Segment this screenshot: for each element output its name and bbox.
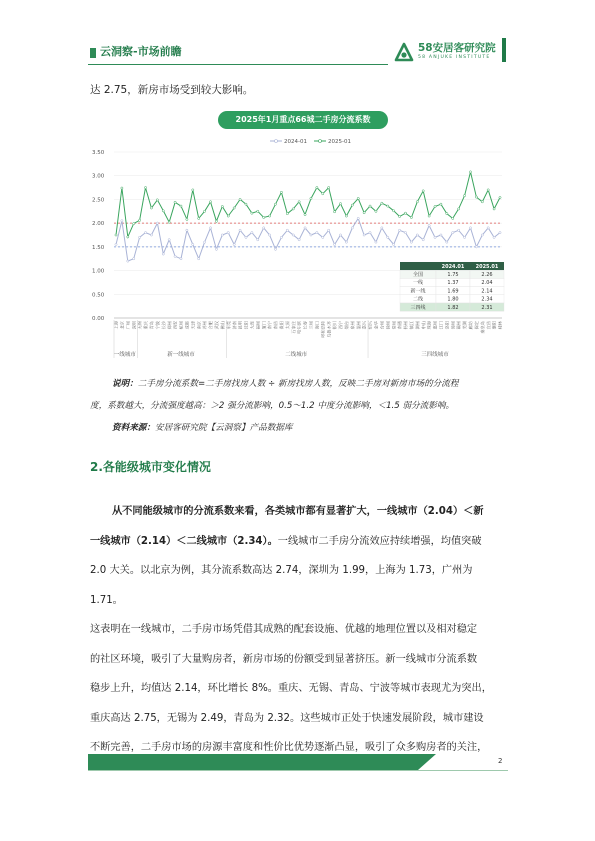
table-cell-text: 三四线	[410, 304, 426, 311]
logo-subtitle: 58 ANJUKE INSTITUTE	[418, 55, 491, 60]
x-tick-label: 哈尔滨	[296, 321, 302, 334]
data-point-2025-01	[475, 196, 477, 198]
x-tick-label: 南宁	[267, 321, 273, 330]
table-cell-text: 1.37	[447, 280, 459, 287]
table-cell-text: 全国	[412, 272, 424, 278]
x-tick-label: 沈阳	[243, 321, 249, 330]
x-tick-label: 金华	[373, 321, 379, 330]
data-point-2025-01	[369, 205, 371, 207]
data-point-2025-01	[363, 212, 365, 214]
data-point-2025-01	[487, 189, 489, 191]
group-label: 三四线城市	[421, 352, 449, 358]
data-point-2025-01	[422, 190, 424, 192]
table-cell-text: 2.31	[481, 304, 493, 311]
body-line-4: 这表明在一线城市，二手房市场凭借其成熟的配套设施、优越的地理位置以及相对稳定	[90, 624, 478, 635]
x-tick-label: 福州	[255, 321, 261, 330]
x-tick-label: 大连	[249, 321, 255, 330]
data-point-2024-01	[381, 227, 383, 229]
data-point-2024-01	[180, 258, 182, 260]
page-number: 2	[498, 757, 503, 765]
x-tick-label: 宜昌	[485, 321, 491, 330]
body-line-2: 一线城市（2.14）＜二线城市（2.34）。一线城市二手房分流效应持续增强，均值突破	[90, 535, 482, 547]
table-cell-text: 新一线	[410, 288, 426, 295]
data-point-2024-01	[363, 234, 365, 236]
x-tick-label: 长沙	[160, 321, 166, 330]
x-tick-label: 珠海	[426, 321, 432, 330]
data-point-2024-01	[144, 232, 146, 234]
data-point-2024-01	[227, 232, 229, 234]
note-label: 说明：	[112, 379, 138, 389]
data-point-2024-01	[174, 255, 176, 257]
table-cell-text: 1.80	[447, 296, 459, 303]
data-point-2025-01	[186, 218, 188, 220]
x-tick-label: 石家庄	[290, 321, 296, 334]
data-point-2024-01	[286, 229, 288, 231]
data-point-2025-01	[458, 208, 460, 210]
group-label: 新一线城市	[167, 352, 195, 358]
data-point-2024-01	[322, 236, 324, 238]
x-tick-label: 济南	[231, 321, 237, 330]
header-accent-bar	[90, 48, 96, 58]
x-tick-label: 西宁	[338, 321, 344, 330]
x-tick-label: 台州	[379, 321, 385, 330]
x-tick-label: 北京	[119, 321, 125, 330]
data-point-2024-01	[410, 241, 412, 243]
x-tick-label: 中山	[420, 321, 426, 330]
data-point-2025-01	[192, 189, 194, 191]
body-paragraph	[90, 497, 508, 763]
x-tick-label: 深圳	[131, 321, 137, 330]
data-point-2025-01	[452, 217, 454, 219]
chart-note	[90, 373, 508, 439]
data-point-2025-01	[393, 210, 395, 212]
y-tick-label: 3.50	[92, 150, 105, 156]
data-point-2025-01	[333, 211, 335, 213]
x-tick-label: 昆明	[237, 321, 243, 330]
x-tick-label: 呼和浩特	[320, 321, 326, 338]
data-point-2024-01	[233, 243, 235, 245]
x-tick-label: 郑州	[166, 321, 172, 330]
section-heading: 2.各能级城市变化情况	[90, 460, 211, 474]
y-tick-label: 0.00	[92, 316, 105, 322]
table-cell-text: 一线	[412, 280, 424, 287]
x-tick-label: 绍兴	[367, 321, 373, 330]
table-cell-text: 2.14	[481, 288, 493, 295]
series-line-2025-01	[116, 172, 500, 237]
data-point-2025-01	[139, 219, 141, 221]
data-point-2025-01	[339, 203, 341, 205]
data-point-2025-01	[381, 202, 383, 204]
legend-label-2025: 2025-01	[328, 139, 351, 145]
x-tick-label: 泉州	[349, 321, 355, 330]
x-tick-label: 无锡	[137, 321, 143, 330]
data-point-2025-01	[168, 221, 170, 223]
data-point-2025-01	[251, 212, 253, 214]
data-point-2024-01	[186, 229, 188, 231]
group-label: 一线城市	[113, 352, 136, 358]
data-point-2025-01	[209, 201, 211, 203]
source-label: 资料来源：	[112, 423, 155, 433]
data-point-2024-01	[369, 232, 371, 234]
x-tick-label: 乌鲁木齐	[326, 321, 332, 338]
data-point-2024-01	[156, 222, 158, 224]
x-tick-label: 重庆	[143, 321, 149, 330]
table-cell-text: 2.34	[481, 296, 493, 303]
group-label: 二线城市	[285, 352, 308, 358]
data-point-2024-01	[150, 234, 152, 236]
data-point-2024-01	[404, 232, 406, 234]
x-tick-label: 洛阳	[444, 321, 450, 330]
data-point-2025-01	[221, 205, 223, 207]
data-point-2025-01	[410, 216, 412, 218]
data-point-2025-01	[481, 201, 483, 203]
table-cell-text: 2.26	[481, 272, 493, 278]
logo-name: 58安居客研究院	[418, 42, 496, 54]
data-point-2024-01	[339, 234, 341, 236]
footer-line	[88, 770, 508, 771]
data-point-2024-01	[375, 241, 377, 243]
x-tick-label: 杭州	[178, 321, 184, 330]
data-point-2024-01	[257, 239, 259, 241]
x-tick-label: 温州	[355, 321, 361, 330]
data-point-2024-01	[198, 258, 200, 260]
data-point-2024-01	[458, 229, 460, 231]
data-point-2024-01	[133, 258, 135, 260]
y-tick-label: 0.50	[92, 292, 105, 299]
table-cell-text: 1.69	[447, 288, 459, 295]
data-point-2025-01	[463, 195, 465, 197]
data-point-2024-01	[345, 241, 347, 243]
x-tick-label: 桂林	[497, 321, 503, 330]
data-point-2024-01	[292, 234, 294, 236]
data-point-2025-01	[316, 186, 318, 188]
data-point-2025-01	[404, 212, 406, 214]
data-point-2024-01	[333, 243, 335, 245]
x-tick-label: 苏州	[202, 321, 208, 330]
data-point-2024-01	[168, 239, 170, 241]
data-point-2024-01	[463, 236, 465, 238]
data-point-2025-01	[469, 171, 471, 173]
body-line-7: 重庆高达 2.75，无锡为 2.49，青岛为 2.32。这些城市正处于快速发展阶段，城市建设	[90, 712, 484, 724]
data-point-2024-01	[139, 236, 141, 238]
data-point-2025-01	[387, 205, 389, 207]
data-point-2024-01	[493, 236, 495, 238]
y-tick-label: 1.00	[92, 268, 105, 275]
data-point-2024-01	[215, 248, 217, 250]
data-point-2025-01	[398, 215, 400, 217]
data-point-2025-01	[150, 207, 152, 209]
data-point-2024-01	[269, 234, 271, 236]
x-tick-label: 嘉兴	[361, 321, 367, 330]
table-cell-text: 2.04	[481, 280, 493, 287]
data-point-2024-01	[239, 229, 241, 231]
body-line-6: 稳步上升，均值达 2.14，环比增长 8%。重庆、无锡、青岛、宁波等城市表现尤为突出，	[90, 683, 492, 694]
data-point-2024-01	[398, 229, 400, 231]
x-tick-label: 惠州	[432, 321, 438, 330]
data-point-2024-01	[298, 239, 300, 241]
data-point-2025-01	[127, 236, 129, 238]
table-header-text: 2025.01	[475, 263, 499, 270]
x-tick-label: 赣州	[456, 321, 462, 330]
data-point-2025-01	[115, 234, 117, 236]
body-line-5: 的社区环境，吸引了大量购房者，新房市场的份额受到显著挤压。新一线城市分流系数	[90, 653, 478, 665]
data-point-2025-01	[280, 191, 282, 193]
data-point-2024-01	[162, 253, 164, 255]
data-point-2025-01	[245, 203, 247, 205]
data-point-2025-01	[227, 215, 229, 217]
chart-title: 2025年1月重点66城二手房分流系数	[218, 111, 388, 129]
note-text-2: 度，系数越大，分流强度越高：＞2 强分流影响，0.5～1.2 中度分流影响，＜1.5 弱分流影响。	[90, 401, 455, 411]
x-tick-label: 上海	[113, 321, 119, 330]
x-tick-label: 扬州	[403, 321, 409, 330]
data-point-2024-01	[422, 239, 424, 241]
table-cell-text: 二线	[412, 296, 424, 303]
x-tick-label: 银川	[332, 321, 338, 330]
data-point-2025-01	[239, 198, 241, 200]
data-point-2025-01	[440, 203, 442, 205]
data-point-2025-01	[144, 186, 146, 188]
data-point-2024-01	[310, 234, 312, 236]
legend-marker-2024	[275, 140, 278, 143]
header-vertical-bar	[502, 38, 506, 62]
table-cell-text: 1.75	[447, 272, 459, 278]
series-line-2024-01	[116, 218, 500, 261]
data-point-2025-01	[133, 223, 135, 225]
data-point-2025-01	[351, 204, 353, 206]
data-point-2024-01	[416, 234, 418, 236]
data-point-2025-01	[493, 208, 495, 210]
data-point-2025-01	[274, 203, 276, 205]
x-tick-label: 贵阳	[279, 321, 285, 330]
table-header-text: 2024.01	[441, 263, 465, 270]
data-point-2025-01	[162, 210, 164, 212]
data-point-2024-01	[440, 234, 442, 236]
x-tick-label: 厦门	[261, 321, 267, 330]
table-header-cell	[400, 262, 436, 270]
data-point-2024-01	[351, 227, 353, 229]
x-tick-label: 青岛	[149, 321, 155, 330]
x-tick-label: 烟台	[344, 321, 349, 330]
data-point-2024-01	[481, 234, 483, 236]
x-tick-label: 东莞	[225, 321, 231, 330]
x-tick-label: 西安	[172, 321, 178, 330]
data-point-2024-01	[121, 220, 123, 222]
data-point-2024-01	[209, 227, 211, 229]
data-point-2024-01	[263, 227, 265, 229]
data-point-2024-01	[393, 243, 395, 245]
data-point-2025-01	[357, 197, 359, 199]
footer-band	[88, 754, 418, 770]
data-point-2024-01	[316, 232, 318, 234]
legend-marker-2025	[319, 140, 322, 143]
data-point-2025-01	[434, 205, 436, 207]
data-point-2025-01	[156, 199, 158, 201]
source-text: 安居客研究院【云洞察】产品数据库	[154, 423, 293, 433]
data-point-2024-01	[304, 227, 306, 229]
data-point-2025-01	[345, 215, 347, 217]
data-point-2024-01	[475, 246, 477, 248]
data-point-2024-01	[204, 241, 206, 243]
x-tick-label: 佛山	[219, 321, 225, 330]
x-tick-label: 芜湖	[462, 321, 468, 330]
x-tick-label: 宁波	[154, 321, 160, 330]
data-point-2025-01	[180, 205, 182, 207]
data-point-2024-01	[328, 229, 330, 231]
chart	[90, 132, 510, 360]
data-point-2025-01	[233, 207, 235, 209]
y-tick-label: 1.50	[92, 244, 105, 251]
y-tick-label: 2.50	[92, 197, 105, 204]
x-tick-label: 湖州	[414, 321, 420, 330]
data-point-2024-01	[428, 224, 430, 226]
data-point-2024-01	[274, 248, 276, 250]
footer-band-tip	[418, 754, 436, 770]
body-line-3: 2.0 大关。以北京为例，其分流系数高达 2.74，深圳为 1.99，上海为 1.73，广州为 1.71。	[90, 565, 473, 606]
header-title: 云洞察-市场前瞻	[100, 45, 182, 58]
header-divider	[88, 64, 388, 65]
data-point-2025-01	[269, 215, 271, 217]
data-point-2025-01	[198, 217, 200, 219]
data-point-2024-01	[452, 232, 454, 234]
x-tick-label: 太原	[284, 321, 290, 330]
x-tick-label: 保定	[473, 321, 479, 330]
x-tick-label: 成都	[184, 321, 190, 330]
data-point-2025-01	[263, 216, 265, 218]
data-point-2024-01	[387, 236, 389, 238]
data-point-2025-01	[215, 220, 217, 222]
data-point-2025-01	[446, 213, 448, 215]
data-point-2024-01	[127, 260, 129, 262]
data-point-2024-01	[115, 243, 117, 245]
body-line-1: 从不同能级城市的分流系数来看，各类城市都有显著扩大，一线城市（2.04）＜新	[112, 506, 484, 517]
y-tick-label: 2.00	[92, 221, 105, 228]
data-point-2024-01	[499, 232, 501, 234]
x-tick-label: 南昌	[273, 321, 279, 330]
intro-paragraph: 达 2.75，新房市场受到较大影响。	[90, 84, 254, 96]
x-tick-label: 南通	[397, 321, 403, 330]
x-tick-label: 常州	[391, 321, 397, 330]
data-point-2025-01	[174, 201, 176, 203]
data-point-2025-01	[298, 201, 300, 203]
x-tick-label: 廊坊	[468, 321, 474, 330]
data-point-2025-01	[121, 187, 123, 189]
body-line-8: 不断完善，二手房市场的房源丰富度和性价比优势逐渐凸显，吸引了众多购房者的关注，	[90, 742, 488, 753]
data-point-2024-01	[280, 236, 282, 238]
data-point-2025-01	[416, 201, 418, 203]
data-point-2025-01	[292, 208, 294, 210]
x-tick-label: 秦皇岛	[479, 321, 485, 334]
data-point-2025-01	[304, 214, 306, 216]
data-point-2024-01	[192, 243, 194, 245]
data-point-2024-01	[469, 227, 471, 229]
data-point-2025-01	[375, 210, 377, 212]
x-tick-label: 南京	[196, 321, 202, 330]
data-point-2025-01	[322, 193, 324, 195]
data-point-2024-01	[357, 217, 359, 219]
x-tick-label: 武汉	[214, 321, 220, 330]
data-point-2025-01	[204, 210, 206, 212]
x-tick-label: 广州	[125, 321, 131, 330]
y-tick-label: 3.00	[92, 173, 105, 180]
data-point-2025-01	[499, 196, 501, 198]
data-point-2025-01	[310, 197, 312, 199]
data-point-2024-01	[245, 236, 247, 238]
x-tick-label: 天津	[190, 321, 196, 330]
data-point-2025-01	[286, 213, 288, 215]
x-tick-label: 徐州	[385, 321, 391, 330]
x-tick-label: 襄阳	[491, 321, 497, 330]
x-tick-label: 江门	[438, 321, 444, 330]
x-tick-label: 合肥	[208, 321, 214, 330]
table-cell-text: 1.82	[447, 304, 459, 311]
data-point-2024-01	[251, 232, 253, 234]
data-point-2024-01	[487, 227, 489, 229]
data-point-2024-01	[434, 236, 436, 238]
data-point-2025-01	[328, 186, 330, 188]
data-point-2024-01	[446, 241, 448, 243]
data-point-2025-01	[257, 210, 259, 212]
x-tick-label: 长春	[302, 321, 308, 330]
legend-label-2024: 2024-01	[284, 139, 307, 145]
x-tick-label: 漳州	[450, 321, 456, 330]
x-tick-label: 镇江	[408, 321, 414, 330]
note-text-1: 二手房分流系数=二手房找房人数 ÷ 新房找房人数，反映二手房对新房市场的分流程	[137, 379, 459, 389]
data-point-2024-01	[221, 234, 223, 236]
x-tick-label: 兰州	[308, 321, 314, 330]
data-point-2025-01	[428, 215, 430, 217]
x-tick-label: 海口	[314, 321, 320, 330]
